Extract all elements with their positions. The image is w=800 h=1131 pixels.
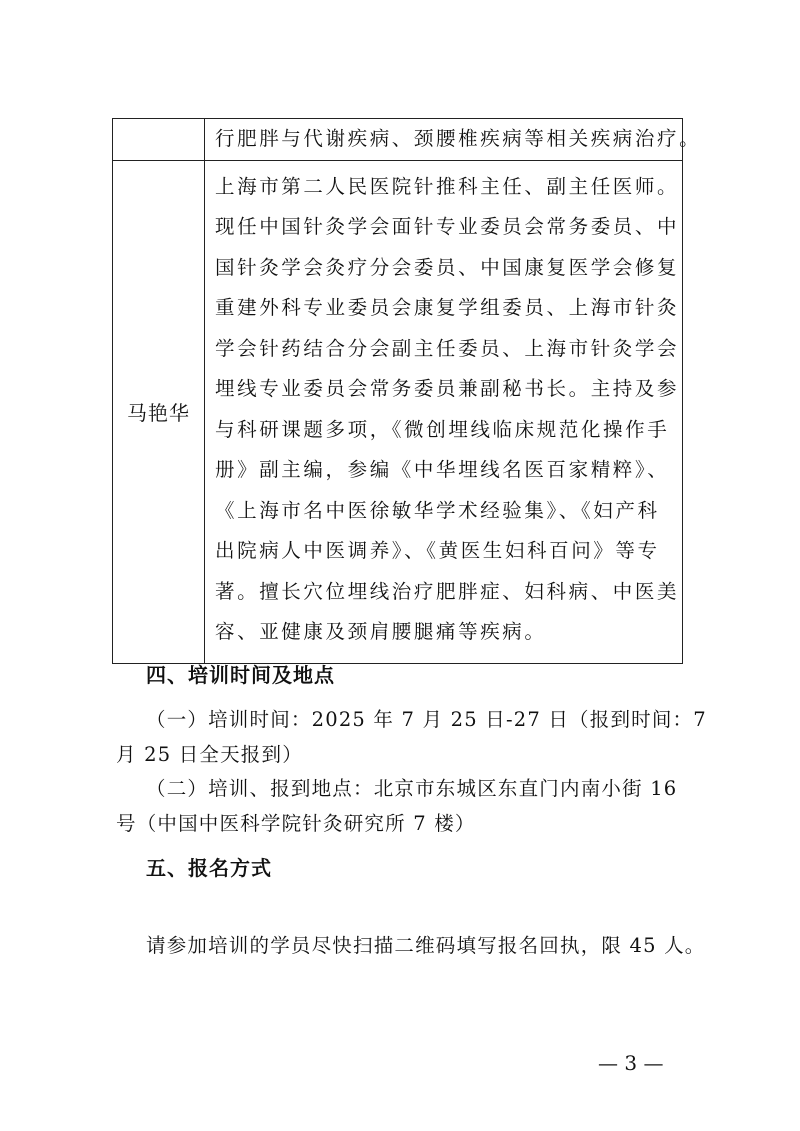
bio-line: 《上海市名中医徐敏华学术经验集》、《妇产科: [215, 498, 660, 522]
expert-bio: [205, 160, 683, 663]
bio-line: 册》副主编，参编《中华埋线名医百家精粹》、: [215, 458, 670, 481]
registration-body: 请参加培训的学员尽快扫描二维码填写报名回执，限 45 人。: [146, 934, 706, 957]
training-time-line-2: 月 25 日全天报到）: [116, 743, 303, 766]
bio-table: [112, 118, 702, 664]
bio-line: 国针灸学会灸疗分会委员、中国康复医学会修复: [215, 255, 680, 279]
bio-line: 容、亚健康及颈肩腰腿痛等疾病。: [215, 620, 547, 643]
table-row-ma-yanhua: [113, 160, 683, 663]
page-number: — 3 —: [598, 1051, 664, 1075]
name-cell-empty: [113, 119, 205, 161]
bio-line: 现任中国针灸学会面针专业委员会常务委员、中: [215, 215, 680, 238]
bio-line: 与科研课题多项，《微创埋线临床规范化操作手: [215, 417, 670, 441]
bio-line: 出院病人中医调养》、《黄医生妇科百问》等专: [215, 539, 660, 562]
table-row-continued: [113, 119, 683, 161]
bio-cell-continued: [205, 119, 702, 161]
section-heading-training-time-place: 四、培训时间及地点: [146, 663, 335, 687]
bio-line: 重建外科专业委员会康复学组委员、上海市针灸: [215, 296, 680, 319]
training-place-line-1: （二）培训、报到地点：北京市东城区东直门内南小街 16: [146, 777, 678, 800]
expert-name: 马艳华: [113, 160, 205, 663]
bio-text-line: 行肥胖与代谢疾病、颈腰椎疾病等相关疾病治疗。: [215, 127, 702, 150]
bio-line: 埋线专业委员会常务委员兼副秘书长。主持及参: [215, 377, 680, 400]
bio-line: 学会针药结合分会副主任委员、上海市针灸学会: [215, 336, 680, 360]
bio-line: 著。擅长穴位埋线治疗肥胖症、妇科病、中医美: [215, 579, 680, 603]
section-heading-registration: 五、报名方式: [146, 856, 272, 880]
training-place-line-2: 号（中国中医科学院针灸研究所 7 楼）: [116, 812, 476, 835]
bio-line: 上海市第二人民医院针推科主任、副主任医师。: [215, 174, 680, 198]
training-time-line-1: （一）培训时间：2025 年 7 月 25 日-27 日（报到时间：7: [146, 708, 707, 731]
